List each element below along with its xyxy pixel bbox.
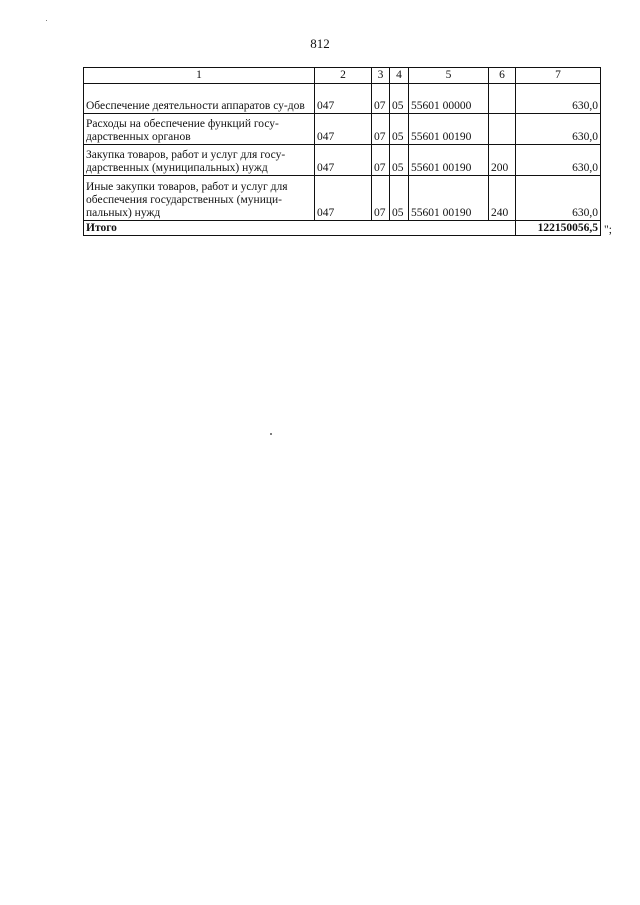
row-col2: 047 — [315, 145, 372, 176]
total-value: 122150056,5 — [516, 221, 601, 236]
table-header-row — [84, 68, 601, 84]
total-row — [84, 221, 601, 236]
row-col5: 55601 00190 — [409, 114, 489, 145]
row-col5: 55601 00190 — [409, 145, 489, 176]
table-row — [84, 145, 601, 176]
row-col3: 07 — [372, 145, 390, 176]
closing-quote: "; — [604, 224, 612, 236]
row-col7: 630,0 — [516, 84, 601, 114]
row-col6 — [489, 114, 516, 145]
row-name: Расходы на обеспечение функций госу-дарственных органов — [84, 114, 315, 145]
table-row — [84, 176, 601, 221]
row-name: Иные закупки товаров, работ и услуг для обеспечения государственных (муници-пальных) нужд — [84, 176, 315, 221]
row-col4: 05 — [390, 176, 409, 221]
table-row — [84, 84, 601, 114]
row-col6: 200 — [489, 145, 516, 176]
row-name: Закупка товаров, работ и услуг для госу-дарственных (муниципальных) нужд — [84, 145, 315, 176]
header-cell-5: 5 — [409, 68, 489, 84]
row-col7: 630,0 — [516, 176, 601, 221]
header-cell-1: 1 — [84, 68, 315, 84]
scan-speck — [46, 20, 47, 21]
header-cell-7: 7 — [516, 68, 601, 84]
budget-table — [83, 67, 601, 236]
row-col4: 05 — [390, 145, 409, 176]
row-col5: 55601 00190 — [409, 176, 489, 221]
row-col4: 05 — [390, 84, 409, 114]
row-col7: 630,0 — [516, 145, 601, 176]
scan-speck — [270, 433, 272, 435]
page-number: 812 — [310, 36, 330, 51]
header-cell-2: 2 — [315, 68, 372, 84]
row-col3: 07 — [372, 114, 390, 145]
row-col7: 630,0 — [516, 114, 601, 145]
total-label: Итого — [84, 221, 516, 236]
header-cell-6: 6 — [489, 68, 516, 84]
row-col5: 55601 00000 — [409, 84, 489, 114]
header-cell-4: 4 — [390, 68, 409, 84]
header-cell-3: 3 — [372, 68, 390, 84]
row-col6: 240 — [489, 176, 516, 221]
table-row — [84, 114, 601, 145]
row-col3: 07 — [372, 84, 390, 114]
row-col2: 047 — [315, 84, 372, 114]
row-name: Обеспечение деятельности аппаратов су-дов — [84, 84, 315, 114]
row-col2: 047 — [315, 176, 372, 221]
row-col4: 05 — [390, 114, 409, 145]
row-col6 — [489, 84, 516, 114]
row-col3: 07 — [372, 176, 390, 221]
row-col2: 047 — [315, 114, 372, 145]
